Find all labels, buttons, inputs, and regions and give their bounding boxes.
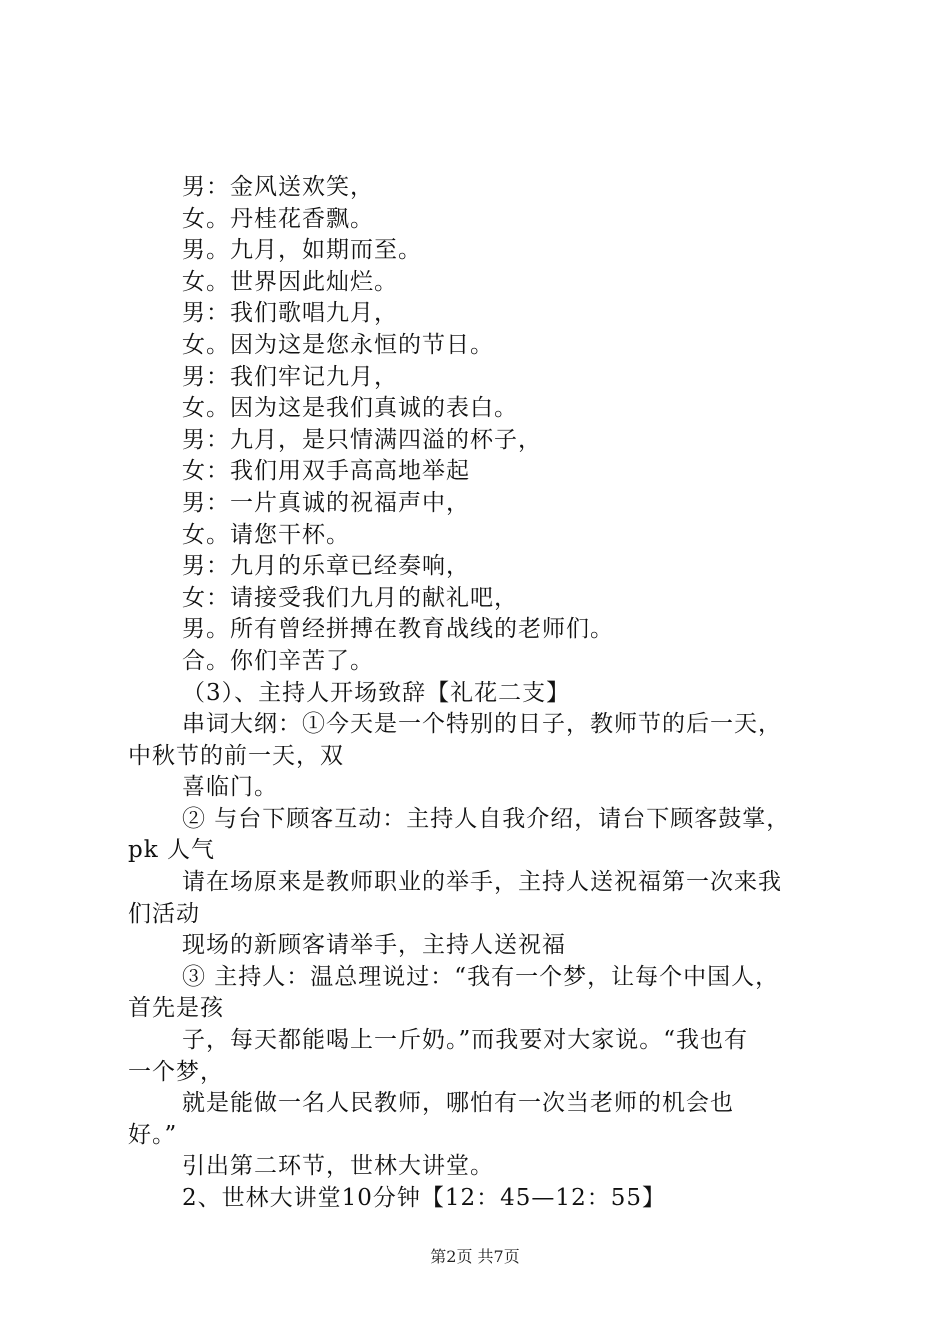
point3-line: 一个梦， <box>128 1058 224 1085</box>
dialogue-line: 男：我们歌唱九月， <box>182 300 398 327</box>
dialogue-line: 女。丹桂花香飘。 <box>182 205 374 232</box>
outline-line: 中秋节的前一天，双 <box>128 742 344 769</box>
dialogue-line: 女。因为这是您永恒的节日。 <box>182 331 494 358</box>
dialogue-line: 男：一片真诚的祝福声中， <box>182 489 470 516</box>
page-number-footer: 第2页 共7页 <box>430 1247 520 1266</box>
point2-line: ② 与台下顾客互动：主持人自我介绍，请台下顾客鼓掌， <box>182 805 791 832</box>
outline-line: 串词大纲：①今天是一个特别的日子，教师节的后一天， <box>182 711 782 738</box>
point3-line: 好。” <box>128 1121 178 1148</box>
dialogue-line: 男：金风送欢笑， <box>182 174 374 200</box>
transition-line: 引出第二环节，世林大讲堂。 <box>182 1153 494 1180</box>
point3-line: ③ 主持人：温总理说过：“我有一个梦，让每个中国人， <box>182 963 780 990</box>
dialogue-line: 男。九月，如期而至。 <box>182 237 422 264</box>
dialogue-line: 男。所有曾经拼搏在教育战线的老师们。 <box>182 616 614 643</box>
point3-line: 就是能做一名人民教师，哪怕有一次当老师的机会也 <box>182 1090 734 1117</box>
point3-line: 子，每天都能喝上一斤奶。”而我要对大家说。“我也有 <box>182 1027 749 1054</box>
dialogue-line: 女：请接受我们九月的献礼吧， <box>182 584 518 611</box>
section3-heading: （3）、主持人开场致辞【礼花二支】 <box>182 679 571 706</box>
point2-line: pk 人气 <box>128 837 215 864</box>
section2-heading: 2、世林大讲堂10分钟【12：45—12：55】 <box>182 1185 666 1211</box>
dialogue-line: 女。请您干杯。 <box>182 521 350 548</box>
point2-line: 请在场原来是教师职业的举手，主持人送祝福第一次来我 <box>182 869 782 896</box>
dialogue-line: 男：九月的乐章已经奏响， <box>182 553 470 580</box>
document-body <box>128 172 838 1215</box>
dialogue-line: 女：我们用双手高高地举起 <box>182 458 470 485</box>
point2-line: 现场的新顾客请举手，主持人送祝福 <box>182 932 566 959</box>
point2-line: 们活动 <box>128 900 200 927</box>
dialogue-line: 男：我们牢记九月， <box>182 363 398 390</box>
point3-line: 首先是孩 <box>128 995 224 1022</box>
outline-line: 喜临门。 <box>182 774 278 801</box>
dialogue-line: 男：九月，是只情满四溢的杯子， <box>182 426 542 453</box>
dialogue-line: 女。因为这是我们真诚的表白。 <box>182 395 518 422</box>
dialogue-line: 合。你们辛苦了。 <box>182 647 374 674</box>
dialogue-line: 女。世界因此灿烂。 <box>182 268 398 295</box>
